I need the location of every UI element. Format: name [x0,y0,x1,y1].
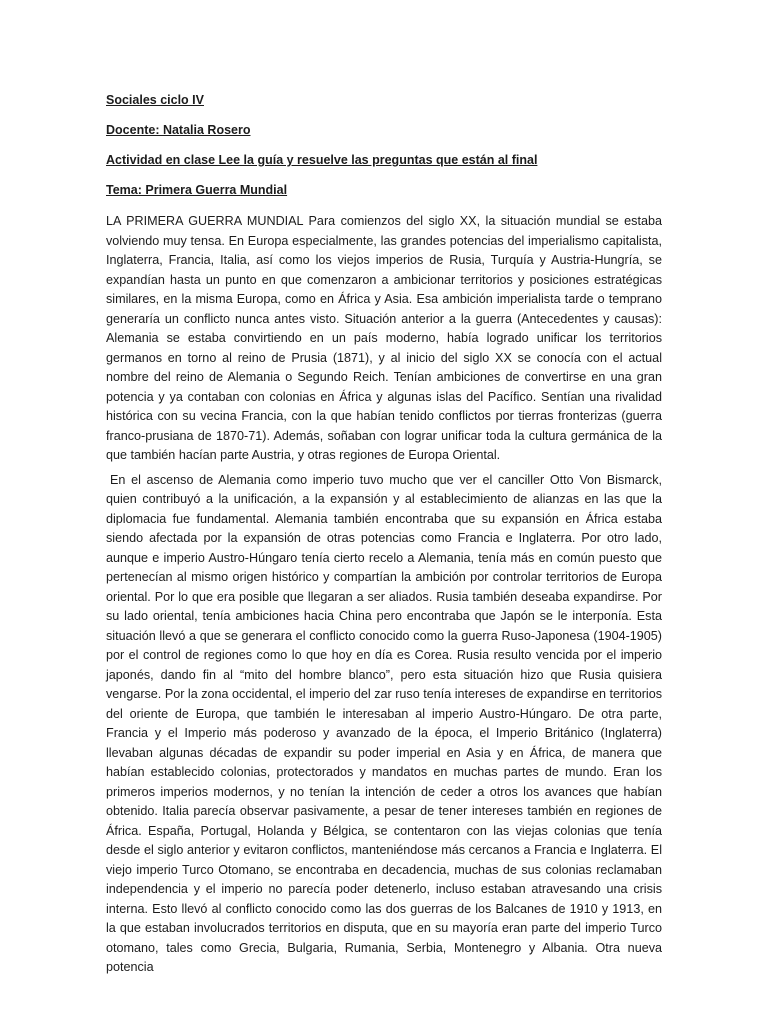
document-page [106,84,662,983]
course-heading: Sociales ciclo IV [106,93,204,107]
topic-heading: Tema: Primera Guerra Mundial [106,183,288,197]
teacher-heading: Docente: Natalia Rosero [106,123,251,137]
paragraph-bismarck: En el ascenso de Alemania como imperio tuvo mucho que ver el canciller Otto Von Bismarck, quien contribuyó a la unificación, a la expansión y al establecimiento de alianzas en las que la diplomacia fue fundamental. Alemania también encontraba que su expansión en África estaba siendo afectada por la expansión de otras potencias como Francia e Inglaterra. Por otro lado, aunque e imperio Austro-Húngaro tenía cierto recelo a Alemania, tenía más en común puesto que pertenecían al mismo origen histórico y compartían la ambición por controlar territorios de Europa oriental. Por lo que era posible que llegaran a ser aliados. Rusia también deseaba expandirse. Por su lado oriental, tenía ambiciones hacia China pero encontraba que Japón se le interponía. Esta situación llevó a que se generara el conflicto conocido como la guerra Ruso-Japonesa (1904-1905) por el control de regiones como lo que hoy en día es Corea. Rusia resulto vencida por el imperio japonés, dando fin al “mito del hombre blanco”, pero esta situación hizo que Rusia quisiera vengarse. Por la zona occidental, el imperio del zar ruso tenía intereses de expandirse en territorios del oriente de Europa, que también le interesaban al imperio Austro-Húngaro. De otra parte, Francia y el Imperio más poderoso y avanzado de la época, el Imperio Británico (Inglaterra) llevaban algunas décadas de expandir su poder imperial en Asia y en África, de manera que habían establecido colonias, protectorados y mandatos en muchas partes de mundo. Eran los primeros imperios modernos, y no tenían la intención de ceder a otros los avances que habían obtenido. Italia parecía observar pasivamente, a pesar de tener intereses también en regiones de África. España, Portugal, Holanda y Bélgica, se contentaron con las viejas colonias que tenía desde el siglo anterior y evitaron conflictos, manteniéndose más cercanos a Francia e Inglaterra. El viejo imperio Turco Otomano, se encontraba en decadencia, muchas de sus colonias reclamaban independencia y el imperio no parecía poder detenerlo, incluso estaban atravesando una crisis interna. Esto llevó al conflicto conocido como las dos guerras de los Balcanes de 1910 y 1913, en la que estaban involucrados territorios en disputa, que en su mayoría eran parte del imperio Turco otomano, tales como Grecia, Bulgaria, Rumania, Serbia, Montenegro y Albania. Otra nueva potencia [106,472,662,974]
activity-heading: Actividad en clase Lee la guía y resuelve las preguntas que están al final [106,153,538,167]
paragraph-intro: LA PRIMERA GUERRA MUNDIAL Para comienzos del siglo XX, la situación mundial se estaba volviendo muy tensa. En Europa especialmente, las grandes potencias del imperialismo capitalista, Inglaterra, Francia, Italia, así como los viejos imperios de Rusia, Turquía y Austria-Hungría, se expandían hasta un punto en que comenzaron a ambicionar territorios y posiciones estratégicas similares, en la misma Europa, como en África y Asia. Esa ambición imperialista tarde o temprano generaría un conflicto nunca antes visto. Situación anterior a la guerra (Antecedentes y causas): Alemania se estaba convirtiendo en un país moderno, había logrado unificar los territorios germanos en torno al reino de Prusia (1871), y al inicio del siglo XX se conocía con el actual nombre del reino de Alemania o Segundo Reich. Tenían ambiciones de convertirse en una gran potencia y ya contaban con colonias en África y algunas islas del Pacífico. Sentían una rivalidad histórica con su vecina Francia, con la que habían tenido conflictos por tierras fronterizas (guerra franco-prusiana de 1870-71). Además, soñaban con lograr unificar toda la cultura germánica de la que también hacían parte Austria, y otras regiones de Europa Oriental. [106,214,662,462]
